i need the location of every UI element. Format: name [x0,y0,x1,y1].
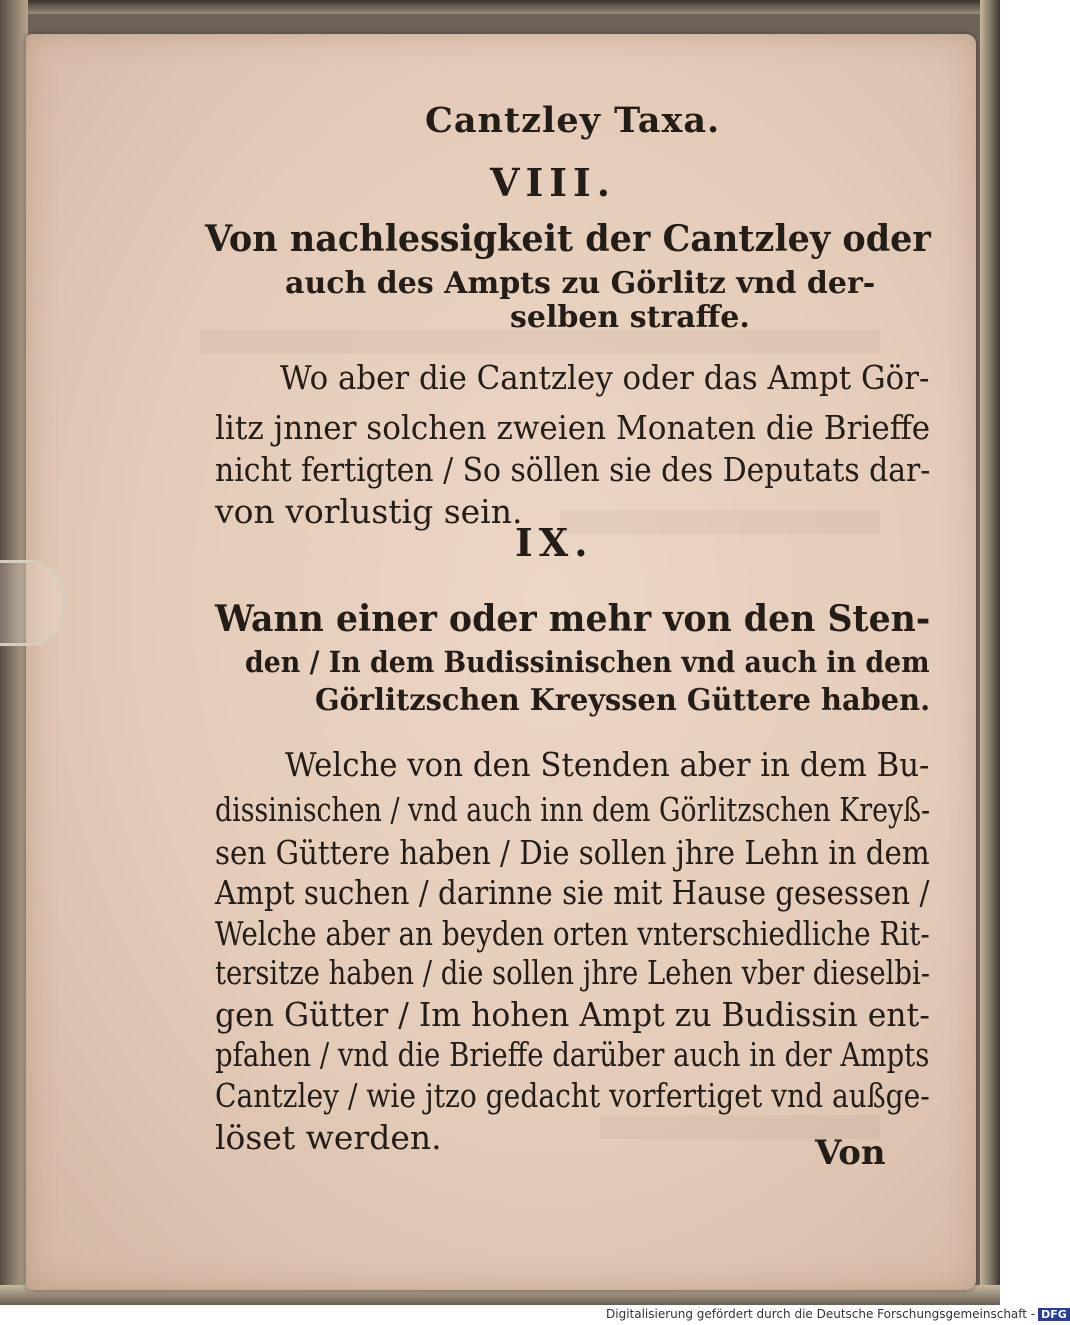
body-line: Wo aber die Cantzley oder das Ampt Gör- [280,358,930,397]
body-line: pfahen / vnd die Brieffe darüber auch in der Ampts [215,1035,930,1074]
body-line: tersitze haben / die sollen jhre Lehen vber dieselbi- [215,953,930,992]
catchword: Von [815,1133,886,1173]
body-line: von vorlustig sein. [215,492,523,531]
section-heading-line: Von nachlessigkeit der Cantzley oder [205,218,931,260]
section-numeral-viii: VIII. [490,160,617,205]
section-heading-line: selben straffe. [510,300,750,335]
body-line: dissinischen / vnd auch inn dem Görlitzschen Kreyß- [215,790,931,829]
section-heading-line: Görlitzschen Kreyssen Güttere haben. [315,683,931,718]
clasp-strap [0,560,65,646]
section-numeral-ix: IX. [515,520,594,565]
cover-board-left [0,0,28,1305]
show-through [560,510,880,534]
running-head: Cantzley Taxa. [425,100,721,141]
body-line: Welche aber an beyden orten vnterschiedliche Rit- [215,914,930,953]
body-line: nicht fertigten / So söllen sie des Deputats dar- [215,450,931,489]
body-line: Welche von den Stenden aber in dem Bu- [285,745,930,784]
body-line: sen Güttere haben / Die sollen jhre Lehn in dem [215,833,930,872]
cover-board-top [0,0,1000,14]
body-line: Ampt suchen / darinne sie mit Hause gesessen / [215,873,930,912]
section-heading-line: Wann einer oder mehr von den Sten- [215,598,931,640]
dfg-logo: DFG [1038,1308,1070,1321]
body-line: Cantzley / wie jtzo gedacht vorfertiget vnd außge- [215,1076,930,1115]
section-heading-line: den / In dem Budissinischen vnd auch in dem [245,645,930,679]
cover-board-right [980,0,1000,1305]
body-line: löset werden. [215,1118,442,1157]
credit-text: Digitalisierung gefördert durch die Deutsche Forschungsgemeinschaft - [606,1307,1036,1321]
digitization-credit [606,1307,1070,1321]
body-line: gen Gütter / Im hohen Ampt zu Budissin ent- [215,995,930,1034]
section-heading-line: auch des Ampts zu Görlitz vnd der- [285,266,876,301]
body-line: litz jnner solchen zweien Monaten die Brieffe [215,408,931,447]
